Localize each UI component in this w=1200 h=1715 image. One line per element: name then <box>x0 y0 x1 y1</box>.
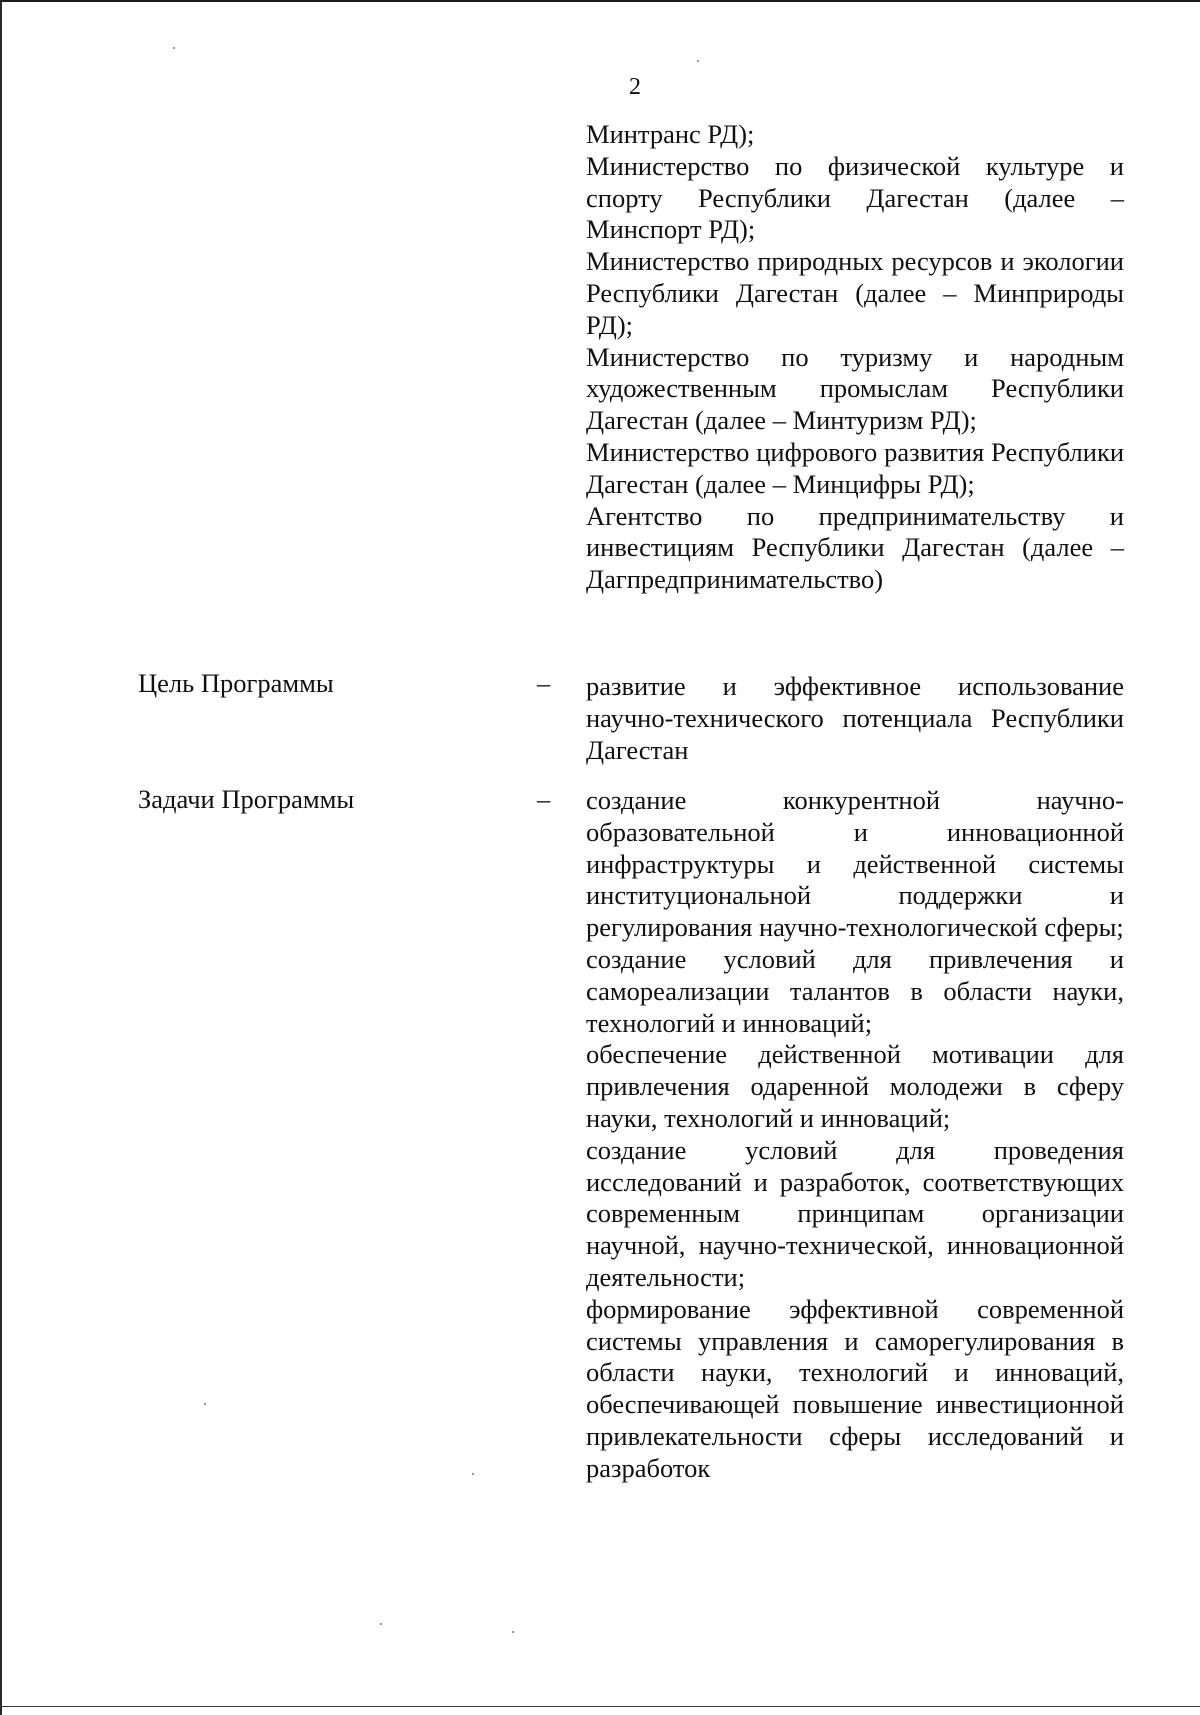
intro-participants-list <box>586 119 1124 596</box>
task-paragraph: создание конкурентной научно-образовательной и инновационной инфраструктуры и действенной системы институциональной поддержки и регулирования научно-технологической сферы; <box>586 785 1124 943</box>
task-paragraph: создание условий для привлечения и самореализации талантов в области науки, технологий и инноваций; <box>586 943 1124 1038</box>
page-edge-bottom <box>0 1706 1200 1707</box>
tasks-label: Задачи Программы <box>138 784 355 814</box>
task-paragraph: формирование эффективной современной системы управления и саморегулирования в области науки, технологий и инноваций, обеспечивающей повышение инвестиционной привлекательности сферы исследований и разработок <box>586 1293 1124 1483</box>
intro-paragraph: Министерство природных ресурсов и экологии Республики Дагестан (далее – Минприроды РД); <box>586 246 1124 340</box>
scan-speck <box>697 60 699 62</box>
tasks-list <box>586 785 1124 1485</box>
goal-label: Цель Программы <box>138 668 334 698</box>
page-edge-left <box>0 0 2 1715</box>
intro-paragraph: Министерство по физической культуре и спорту Республики Дагестан (далее – Минспорт РД); <box>586 150 1124 245</box>
tasks-dash: – <box>537 784 551 814</box>
scan-speck <box>472 1473 474 1475</box>
intro-paragraph: Министерство по туризму и народным художественным промыслам Республики Дагестан (далее – Минтуризм РД); <box>586 341 1124 436</box>
intro-paragraph: Министерство цифрового развития Республики Дагестан (далее – Минцифры РД); <box>586 436 1124 499</box>
task-paragraph: создание условий для проведения исследований и разработок, соответствующих современным принципам организации научной, научно-технической, инновационной деятельности; <box>586 1134 1124 1292</box>
scan-speck <box>380 1623 382 1625</box>
intro-paragraph: Агентство по предпринимательству и инвестициям Республики Дагестан (далее – Дагпредпринимательство) <box>586 500 1124 595</box>
goal-text: развитие и эффективное использование научно-технического потенциала Республики Дагестан <box>586 671 1124 765</box>
page-edge-top <box>0 0 1200 2</box>
scan-speck <box>173 47 175 49</box>
scan-speck <box>512 1631 514 1633</box>
page-number: 2 <box>629 74 641 100</box>
intro-paragraph: Минтранс РД); <box>586 119 755 149</box>
goal-dash: – <box>537 668 551 698</box>
task-paragraph: обеспечение действенной мотивации для привлечения одаренной молодежи в сферу науки, технологий и инноваций; <box>586 1039 1124 1133</box>
goal-text-block <box>586 671 1124 766</box>
scan-speck <box>204 1403 206 1405</box>
